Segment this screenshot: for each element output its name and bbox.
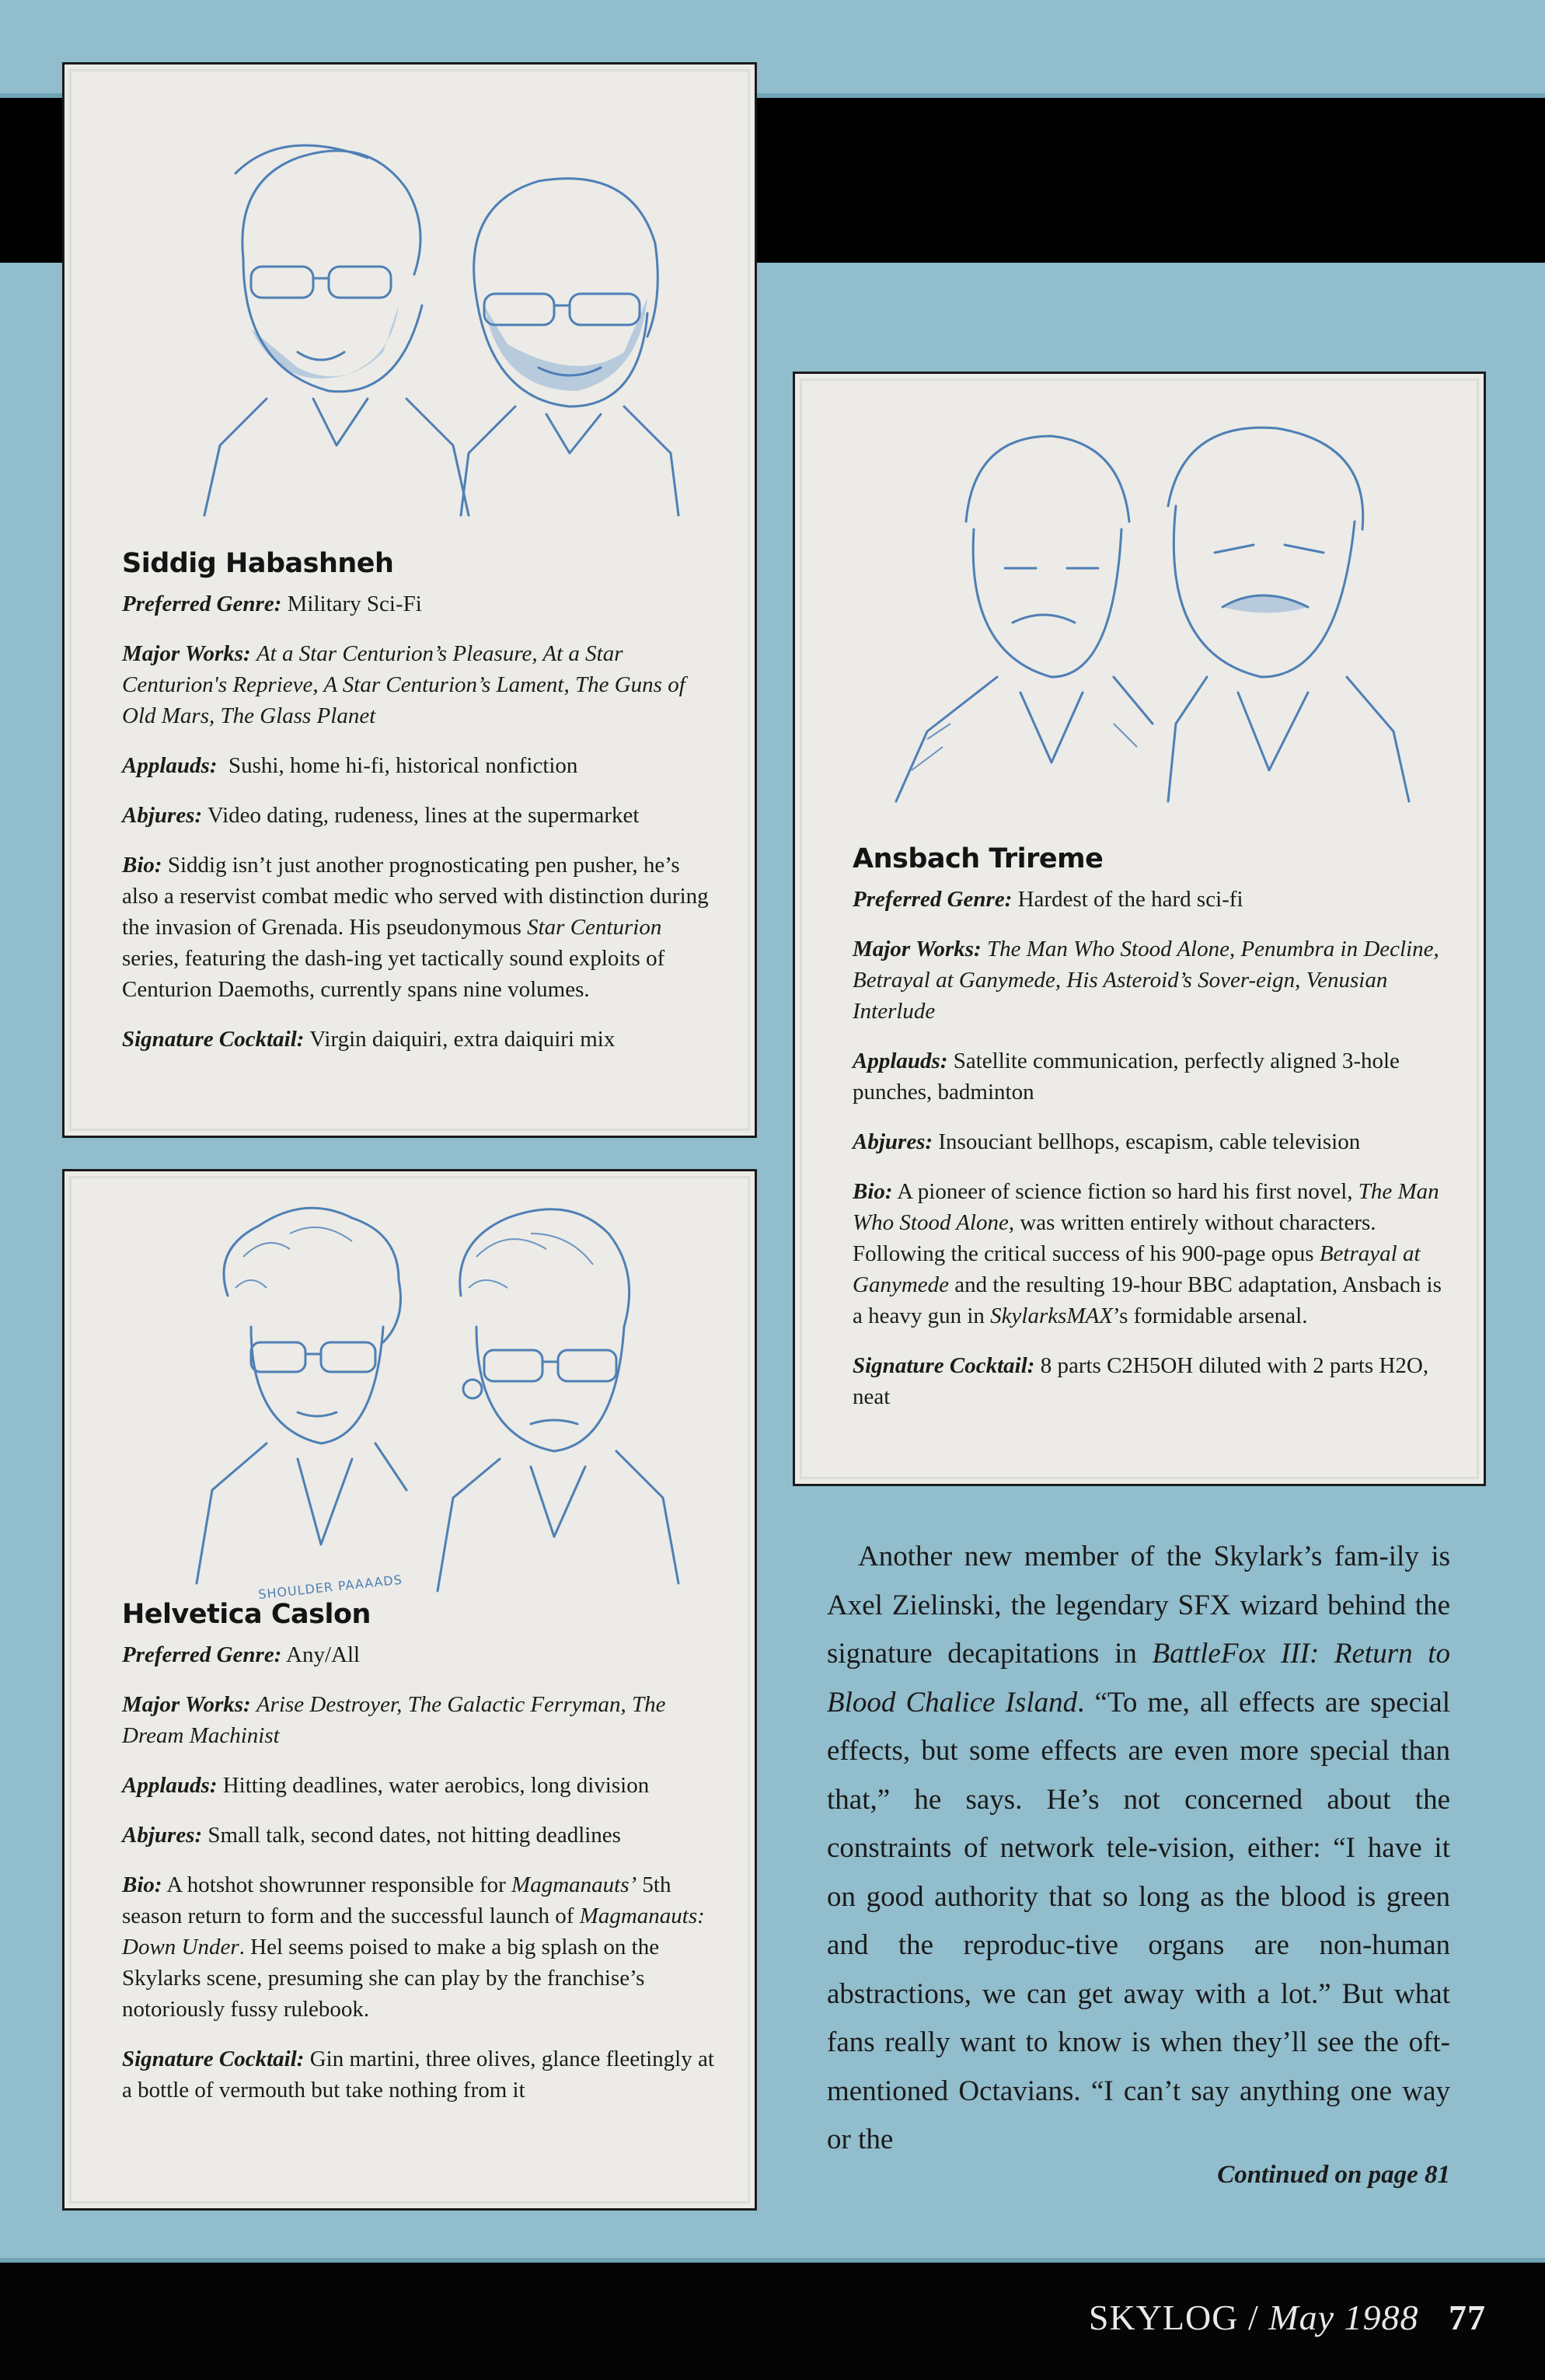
- card-text-helvetica: [122, 1599, 716, 2124]
- preferred-genre: Preferred Genre: Military Sci-Fi: [122, 592, 422, 616]
- major-works: Major Works: The Man Who Stood Alone, Penumbra in Decline, Betrayal at Ganymede, His Asteroid’s Sover-eign, Venusian Interlude: [853, 937, 1439, 1024]
- signature-cocktail: Signature Cocktail: Gin martini, three olives, glance fleetingly at a bottle of vermouth but take nothing from it: [122, 2047, 714, 2103]
- woman-sketch-left: [197, 1208, 406, 1602]
- card-text-ansbach: [853, 843, 1445, 1431]
- profile-card-ansbach: [793, 372, 1486, 1486]
- continued-link[interactable]: Continued on page 81: [1217, 2161, 1450, 2189]
- man-sketch-right: [461, 179, 678, 515]
- author-name: Siddig Habashneh: [122, 548, 394, 579]
- profile-card-siddig: [62, 62, 757, 1138]
- bio: Bio: A hotshot showrunner responsible for Magmanauts’ 5th season return to form and the successful launch of Magmanauts: Down Under. Hel seems poised to make a big splash on the Skylarks scene, presuming she can play by the franchise’s notoriously fussy rulebook.: [122, 1872, 705, 2022]
- abjures: Abjures: Small talk, second dates, not hitting deadlines: [122, 1823, 621, 1848]
- sketch-caption: SHOULDER PAAAADS: [257, 1572, 403, 1602]
- issue-date: May 1988: [1268, 2298, 1419, 2337]
- card-text-siddig: [122, 548, 716, 1073]
- article-paragraph: Another new member of the Skylark’s fam-ily is Axel Zielinski, the legendary SFX wizard behind the signature decapitations in BattleFox III: Return to Blood Chalice Island. “To me, all effects are special effects, but some effects are even more special than that,” he says. He’s not concerned about the constraints of network tele-vision, either: “I have it on good authority that so long as the blood is green and the reproduc-tive organs are non-human abstractions, we can get away with a lot.” But what fans really want to know is when they’ll see the oft-mentioned Octavians. “I can’t say anything one way or the: [827, 1541, 1451, 2155]
- page-number: 77: [1449, 2298, 1486, 2337]
- author-name: Ansbach Trireme: [853, 843, 1104, 874]
- article-body: [827, 1533, 1450, 2165]
- author-name: Helvetica Caslon: [122, 1599, 371, 1630]
- portrait-sketch-helvetica: [166, 1202, 694, 1614]
- applauds: Applauds: Hitting deadlines, water aerobics, long division: [122, 1773, 650, 1798]
- abjures: Abjures: Video dating, rudeness, lines at the supermarket: [122, 803, 640, 828]
- man-sketch-left: [896, 436, 1153, 801]
- preferred-genre: Preferred Genre: Any/All: [122, 1642, 361, 1667]
- page-footer: [1089, 2297, 1486, 2338]
- abjures: Abjures: Insouciant bellhops, escapism, cable television: [853, 1129, 1361, 1154]
- profile-card-helvetica: [62, 1169, 757, 2211]
- major-works: Major Works: At a Star Centurion’s Pleasure, At a Star Centurion's Reprieve, A Star Centurion’s Lament, The Guns of Old Mars, The Glass Planet: [122, 641, 685, 728]
- man-sketch-left: [204, 145, 469, 515]
- signature-cocktail: Signature Cocktail: Virgin daiquiri, extra daiquiri mix: [122, 1027, 616, 1052]
- preferred-genre: Preferred Genre: Hardest of the hard sci-fi: [853, 887, 1243, 912]
- woman-sketch-right: [438, 1209, 678, 1591]
- portrait-sketch-siddig: [158, 103, 702, 539]
- signature-cocktail: Signature Cocktail: 8 parts C2H5OH diluted with 2 parts H2O, neat: [853, 1353, 1429, 1409]
- major-works: Major Works: Arise Destroyer, The Galactic Ferryman, The Dream Machinist: [122, 1692, 666, 1748]
- applauds: Applauds: Satellite communication, perfectly aligned 3-hole punches, badminton: [853, 1049, 1400, 1105]
- magazine-name: SKYLOG /: [1088, 2298, 1259, 2337]
- bio: Bio: Siddig isn’t just another prognosticating pen pusher, he’s also a reservist combat medic who served with distinction during the invasion of Grenada. His pseudonymous Star Centurion series, featuring the dash-ing yet tactically sound exploits of Centurion Daemoths, currently spans nine volumes.: [122, 853, 709, 1002]
- bio: Bio: A pioneer of science fiction so hard his first novel, The Man Who Stood Alone, was written entirely without characters. Following the critical success of his 900-page opus Betrayal at Ganymede and the resulting 19-hour BBC adaptation, Ansbach is a heavy gun in SkylarksMAX’s formidable arsenal.: [853, 1179, 1442, 1328]
- applauds: Applauds: Sushi, home hi-fi, historical nonfiction: [122, 753, 578, 778]
- portrait-sketch-ansbach: [881, 413, 1425, 817]
- man-sketch-right: [1168, 427, 1409, 801]
